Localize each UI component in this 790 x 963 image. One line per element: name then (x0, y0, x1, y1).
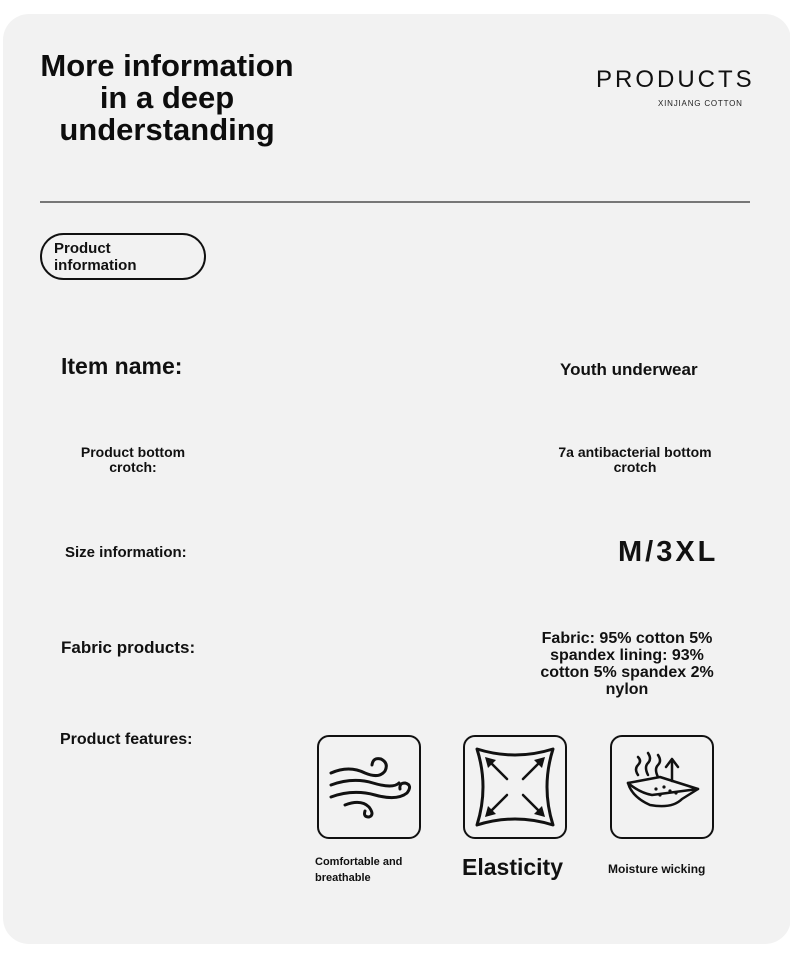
section-pill-label: Product information (54, 240, 137, 274)
size-label: Size information: (65, 544, 187, 561)
section-pill (40, 233, 206, 280)
brand-title: PRODUCTS (596, 66, 755, 93)
brand-subtitle: XINJIANG COTTON (658, 99, 743, 108)
stretch-arrows-icon (465, 737, 565, 837)
headline: More information in a deep understanding (40, 48, 294, 147)
fabric-value: Fabric: 95% cotton 5% spandex lining: 93% cotton 5% spandex 2% nylon (540, 630, 714, 698)
fabric-label: Fabric products: (61, 638, 196, 657)
divider (40, 201, 750, 203)
feature-elasticity (463, 735, 567, 839)
size-value: M/3XL (618, 536, 719, 568)
moisture-wicking-icon (612, 737, 712, 837)
crotch-label: Product bottom crotch: (80, 444, 186, 475)
features-label: Product features: (60, 731, 193, 748)
wind-icon (319, 737, 419, 837)
crotch-value: 7a antibacterial bottom crotch (558, 444, 712, 475)
feature-moisture-label: Moisture wicking (608, 862, 706, 876)
feature-breathable (317, 735, 421, 839)
item-name-label: Item name: (61, 353, 183, 379)
feature-moisture (610, 735, 714, 839)
feature-elasticity-label: Elasticity (462, 854, 563, 880)
feature-breathable-label: Comfortable and breathable (315, 856, 403, 884)
item-name-value: Youth underwear (560, 360, 698, 379)
